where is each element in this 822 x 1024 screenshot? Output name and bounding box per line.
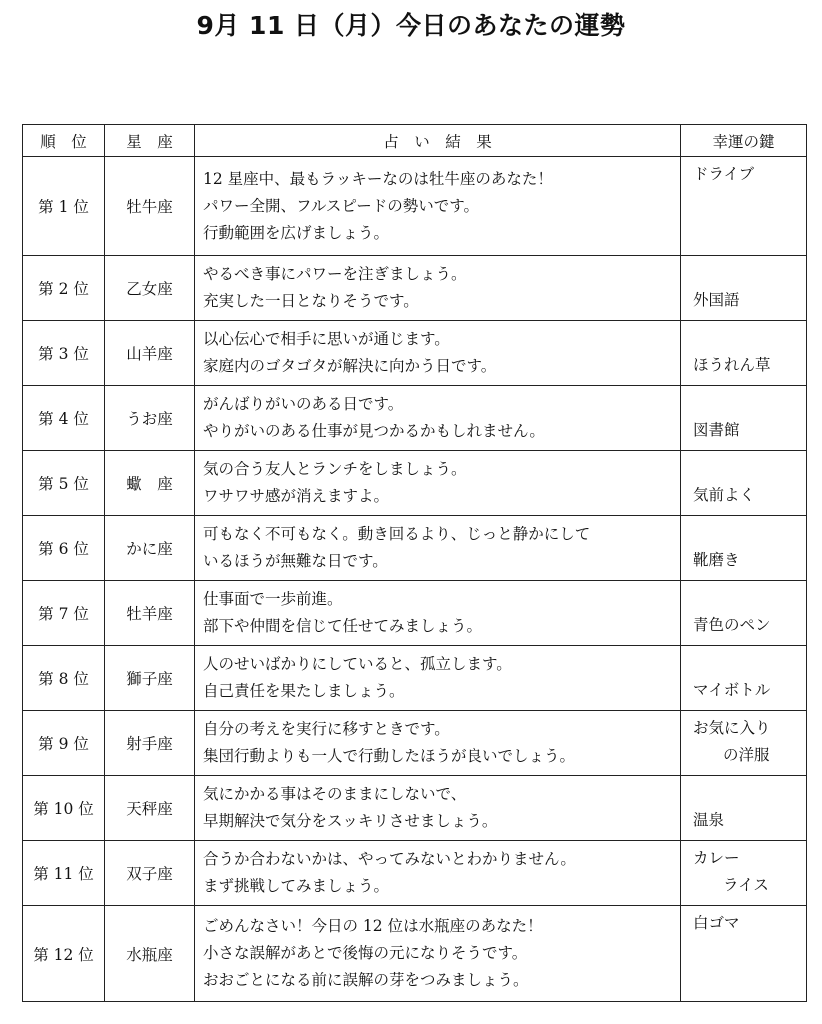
rank-cell: 第 3 位 (23, 321, 105, 386)
sign-cell: 獅子座 (105, 646, 195, 711)
result-line: 仕事面で一歩前進。 (203, 590, 343, 608)
sign-cell: うお座 (105, 386, 195, 451)
sign-cell: 乙女座 (105, 256, 195, 321)
rank-cell: 第 11 位 (23, 841, 105, 906)
lucky-key-line: 外国語 (693, 291, 740, 309)
lucky-key-line: 気前よく (693, 486, 756, 504)
lucky-key-line (693, 520, 806, 547)
lucky-key-line: マイボトル (693, 681, 771, 699)
result-line: 合うか合わないかは、やってみないとわかりません。 (203, 850, 576, 868)
sign-cell: 水瓶座 (105, 906, 195, 1002)
table-row (23, 646, 807, 711)
result-cell (195, 256, 681, 321)
lucky-key-line (693, 325, 806, 352)
lucky-key-cell (681, 646, 807, 711)
fortune-table (22, 124, 807, 1002)
sign-cell: 天秤座 (105, 776, 195, 841)
table-row (23, 776, 807, 841)
lucky-key-line: 温泉 (693, 811, 725, 829)
result-line: 早期解決で気分をスッキリさせましょう。 (203, 812, 498, 830)
lucky-key-line: カレー (693, 849, 740, 867)
table-row (23, 581, 807, 646)
lucky-key-line: ライス (723, 876, 769, 894)
result-cell (195, 581, 681, 646)
lucky-key-line (693, 585, 806, 612)
lucky-key-line: 図書館 (693, 421, 740, 439)
lucky-key-cell (681, 256, 807, 321)
result-line: 人のせいばかりにしていると、孤立します。 (203, 655, 512, 673)
result-line: 気の合う友人とランチをしましょう。 (203, 460, 467, 478)
result-cell (195, 516, 681, 581)
result-line: 家庭内のゴタゴタが解決に向かう日です。 (203, 357, 497, 375)
header-result: 占 い 結 果 (195, 125, 681, 157)
sign-cell: かに座 (105, 516, 195, 581)
result-line: がんばりがいのある日です。 (203, 395, 404, 413)
rank-cell: 第 10 位 (23, 776, 105, 841)
lucky-key-line (693, 455, 806, 482)
table-row (23, 451, 807, 516)
rank-cell: 第 5 位 (23, 451, 105, 516)
lucky-key-cell (681, 386, 807, 451)
result-line: やるべき事にパワーを注ぎましょう。 (203, 265, 467, 283)
lucky-key-line: お気に入り (693, 719, 771, 737)
result-line: 自分の考えを実行に移すときです。 (203, 720, 450, 738)
rank-cell: 第 6 位 (23, 516, 105, 581)
header-row (23, 125, 807, 157)
result-line: 行動範囲を広げましょう。 (203, 223, 390, 242)
table-row (23, 906, 807, 1002)
lucky-key-line: ほうれん草 (693, 356, 771, 374)
rank-cell: 第 1 位 (23, 157, 105, 256)
lucky-key-cell (681, 451, 807, 516)
lucky-key-cell (681, 157, 807, 256)
page-title: 9月 11 日（月）今日のあなたの運勢 (196, 11, 626, 40)
header-sign: 星 座 (105, 125, 195, 157)
result-cell (195, 321, 681, 386)
sign-cell: 牡牛座 (105, 157, 195, 256)
result-cell (195, 451, 681, 516)
result-cell (195, 711, 681, 776)
result-line: 12 星座中、最もラッキーなのは牡牛座のあなた！ (203, 169, 553, 188)
result-cell (195, 776, 681, 841)
result-cell (195, 906, 681, 1002)
lucky-key-line: 白ゴマ (693, 914, 740, 932)
result-line: パワー全開、フルスピードの勢いです。 (203, 196, 480, 215)
result-line: おおごとになる前に誤解の芽をつみましょう。 (203, 971, 529, 989)
table-row (23, 841, 807, 906)
table-row (23, 157, 807, 256)
result-line: ごめんなさい！今日の 12 位は水瓶座のあなた！ (203, 917, 543, 935)
result-line: 充実した一日となりそうです。 (203, 292, 419, 310)
sign-cell: 牡羊座 (105, 581, 195, 646)
rank-cell: 第 9 位 (23, 711, 105, 776)
header-key: 幸運の鍵 (681, 125, 807, 157)
table-row (23, 321, 807, 386)
lucky-key-cell (681, 581, 807, 646)
rank-cell: 第 12 位 (23, 906, 105, 1002)
lucky-key-line: 靴磨き (693, 551, 740, 569)
result-line: 以心伝心で相手に思いが通じます。 (203, 330, 450, 348)
result-cell (195, 646, 681, 711)
result-line: やりがいのある仕事が見つかるかもしれません。 (203, 422, 545, 440)
lucky-key-line (693, 650, 806, 677)
result-line: まず挑戦してみましょう。 (203, 877, 390, 895)
result-line: 集団行動よりも一人で行動したほうが良いでしょう。 (203, 747, 576, 765)
table-row (23, 711, 807, 776)
table-row (23, 516, 807, 581)
rank-cell: 第 7 位 (23, 581, 105, 646)
result-line: 自己責任を果たしましょう。 (203, 682, 405, 700)
result-line: 部下や仲間を信じて任せてみましょう。 (203, 617, 483, 635)
lucky-key-cell (681, 516, 807, 581)
result-cell (195, 386, 681, 451)
header-rank: 順 位 (23, 125, 105, 157)
table-body (23, 157, 807, 1002)
lucky-key-line (693, 780, 806, 807)
lucky-key-cell (681, 906, 807, 1002)
rank-cell: 第 8 位 (23, 646, 105, 711)
sign-cell: 蠍 座 (105, 451, 195, 516)
lucky-key-line (693, 390, 806, 417)
lucky-key-line (693, 260, 806, 287)
lucky-key-cell (681, 711, 807, 776)
table-row (23, 386, 807, 451)
result-cell (195, 841, 681, 906)
rank-cell: 第 2 位 (23, 256, 105, 321)
result-cell (195, 157, 681, 256)
lucky-key-line: 青色のペン (693, 616, 771, 634)
table-row (23, 256, 807, 321)
sign-cell: 射手座 (105, 711, 195, 776)
sign-cell: 双子座 (105, 841, 195, 906)
result-line: 小さな誤解があとで後悔の元になりそうです。 (203, 944, 528, 962)
lucky-key-cell (681, 776, 807, 841)
result-line: 可もなく不可もなく。動き回るより、じっと静かにして (203, 525, 591, 543)
result-line: いるほうが無難な日です。 (203, 552, 388, 570)
result-line: ワサワサ感が消えますよ。 (203, 487, 390, 505)
result-line: 気にかかる事はそのままにしないで、 (203, 785, 467, 803)
lucky-key-cell (681, 841, 807, 906)
lucky-key-cell (681, 321, 807, 386)
lucky-key-line: ドライブ (693, 165, 755, 183)
sign-cell: 山羊座 (105, 321, 195, 386)
rank-cell: 第 4 位 (23, 386, 105, 451)
lucky-key-line: の洋服 (723, 746, 770, 764)
